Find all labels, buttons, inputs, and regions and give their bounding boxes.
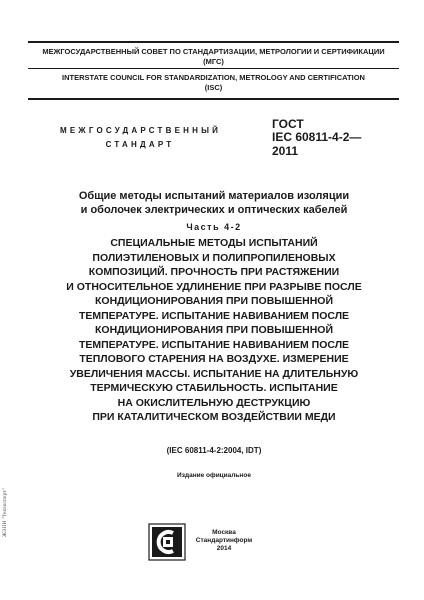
title-main-line2: и оболочек электрических и оптических кабелей [80,204,348,216]
subtitle-line: ПРИ КАТАЛИТИЧЕСКОМ ВОЗДЕЙСТВИИ МЕДИ [92,411,336,423]
subtitle-line: КОМПОЗИЦИЙ. ПРОЧНОСТЬ ПРИ РАСТЯЖЕНИИ [88,266,340,278]
standartinform-logo-icon [148,523,186,561]
council-en [28,73,399,93]
subtitle-line: УВЕЛИЧЕНИЯ МАССЫ. ИСПЫТАНИЕ НА ДЛИТЕЛЬНУЮ [69,368,359,380]
subtitle-line: КОНДИЦИОНИРОВАНИЯ ПРИ ПОВЫШЕННОЙ [95,324,333,336]
official-edition: Издание официальное [177,472,251,479]
iec-identity: (IEC 60811-4-2:2004, IDT) [166,446,262,455]
margin-stamp: ЖЭПИ "Техэксперт" [3,487,8,537]
imprint-year: 2014 [216,545,232,552]
subtitle-line: И ОТНОСИТЕЛЬНОЕ УДЛИНЕНИЕ ПРИ РАЗРЫВЕ ПОСЛЕ [66,281,362,293]
top-rule [28,41,399,43]
part-number: Часть 4-2 [186,222,242,232]
subtitle-line: СПЕЦИАЛЬНЫЕ МЕТОДЫ ИСПЫТАНИЙ [110,237,318,249]
gost-code-line1: ГОСТ [272,117,304,131]
imprint-publisher: Стандартинформ [195,537,253,544]
subtitle-line: НА ОКИСЛИТЕЛЬНУЮ ДЕСТРУКЦИЮ [117,397,311,409]
subtitle-line: ТЕМПЕРАТУРЕ. ИСПЫТАНИЕ НАВИВАНИЕМ ПОСЛЕ [78,310,350,322]
standard-label-line2: СТАНДАРТ [105,140,175,149]
council-ru [28,47,399,67]
subtitle-line: ТЕПЛОВОГО СТАРЕНИЯ НА ВОЗДУХЕ. ИЗМЕРЕНИЕ [79,353,349,365]
council-ru-abbr: (МГС) [203,57,224,66]
council-ru-name: МЕЖГОСУДАРСТВЕННЫЙ СОВЕТ ПО СТАНДАРТИЗАЦИИ, МЕТРОЛОГИИ И СЕРТИФИКАЦИИ [42,47,385,56]
gost-code-line3: 2011 [272,144,299,158]
middle-rule [28,68,399,69]
subtitle-line: ПОЛИЭТИЛЕНОВЫХ И ПОЛИПРОПИЛЕНОВЫХ [92,252,336,264]
subtitle-line: КОНДИЦИОНИРОВАНИЯ ПРИ ПОВЫШЕННОЙ [95,295,333,307]
title-main-line1: Общие методы испытаний материалов изоляции [78,190,350,202]
council-en-abbr: (ISC) [204,83,223,92]
standard-label-line1: МЕЖГОСУДАРСТВЕННЫЙ [60,126,222,135]
imprint-city: Москва [212,529,236,536]
bottom-rule [28,98,399,100]
subtitle-line: ТЕМПЕРАТУРЕ. ИСПЫТАНИЕ НАВИВАНИЕМ ПОСЛЕ [78,339,350,351]
council-en-name: INTERSTATE COUNCIL FOR STANDARDIZATION, METROLOGY AND CERTIFICATION [62,73,365,82]
gost-code-line2: IEC 60811-4-2— [272,130,362,144]
subtitle-line: ТЕРМИЧЕСКУЮ СТАБИЛЬНОСТЬ. ИСПЫТАНИЕ [90,382,338,394]
